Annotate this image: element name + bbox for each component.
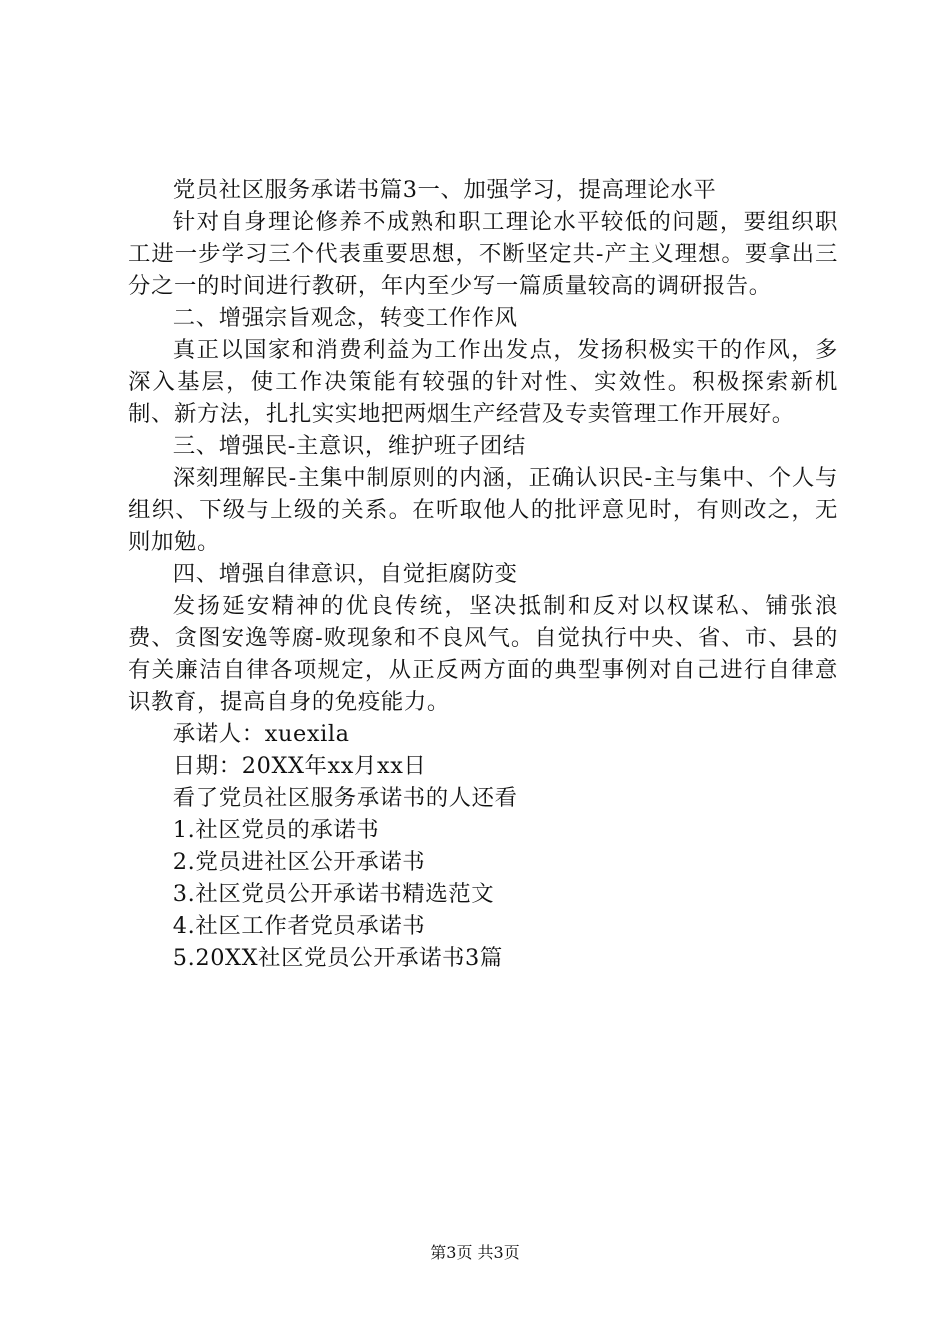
paragraph-heading-4: 四、增强自律意识，自觉拒腐防变 [172,561,518,587]
paragraph-democracy: 深刻理解民-主集中制原则的内涵，正确认识民-主与集中、个人与组织、下级与上级的关系。在听取他人的批评意见时，有则改之，无则加勉。 [128,465,838,555]
related-link-5[interactable]: 5.20XX社区党员公开承诺书3篇 [172,945,503,971]
page-number-footer: 第3页 共3页 [430,1243,520,1262]
paragraph-work-style: 真正以国家和消费利益为工作出发点，发扬积极实干的作风，多深入基层，使工作决策能有较强的针对性、实效性。积极探索新机制、新方法，扎扎实实地把两烟生产经营及专卖管理工作开展好。 [128,337,838,427]
paragraph-heading-2: 二、增强宗旨观念，转变工作作风 [172,305,518,331]
paragraph-heading-intro: 党员社区服务承诺书篇3一、加强学习，提高理论水平 [172,177,717,203]
related-link-4[interactable]: 4.社区工作者党员承诺书 [172,913,426,939]
date-line: 日期：20XX年xx月xx日 [172,753,427,779]
related-link-2[interactable]: 2.党员进社区公开承诺书 [172,849,426,875]
paragraph-heading-3: 三、增强民-主意识，维护班子团结 [172,433,526,459]
related-link-1[interactable]: 1.社区党员的承诺书 [172,817,380,843]
paragraph-study: 针对自身理论修养不成熟和职工理论水平较低的问题，要组织职工进一步学习三个代表重要思想，不断坚定共-产主义理想。要拿出三分之一的时间进行教研，年内至少写一篇质量较高的调研报告。 [128,209,838,299]
related-heading: 看了党员社区服务承诺书的人还看 [172,785,518,811]
paragraph-self-discipline: 发扬延安精神的优良传统，坚决抵制和反对以权谋私、铺张浪费、贪图安逸等腐-败现象和不良风气。自觉执行中央、省、市、县的有关廉洁自律各项规定，从正反两方面的典型事例对自己进行自律意识教育，提高自身的免疫能力。 [128,593,838,715]
document-body [128,174,838,974]
related-link-3[interactable]: 3.社区党员公开承诺书精选范文 [172,881,495,907]
promisor-line: 承诺人：xuexila [172,721,350,747]
